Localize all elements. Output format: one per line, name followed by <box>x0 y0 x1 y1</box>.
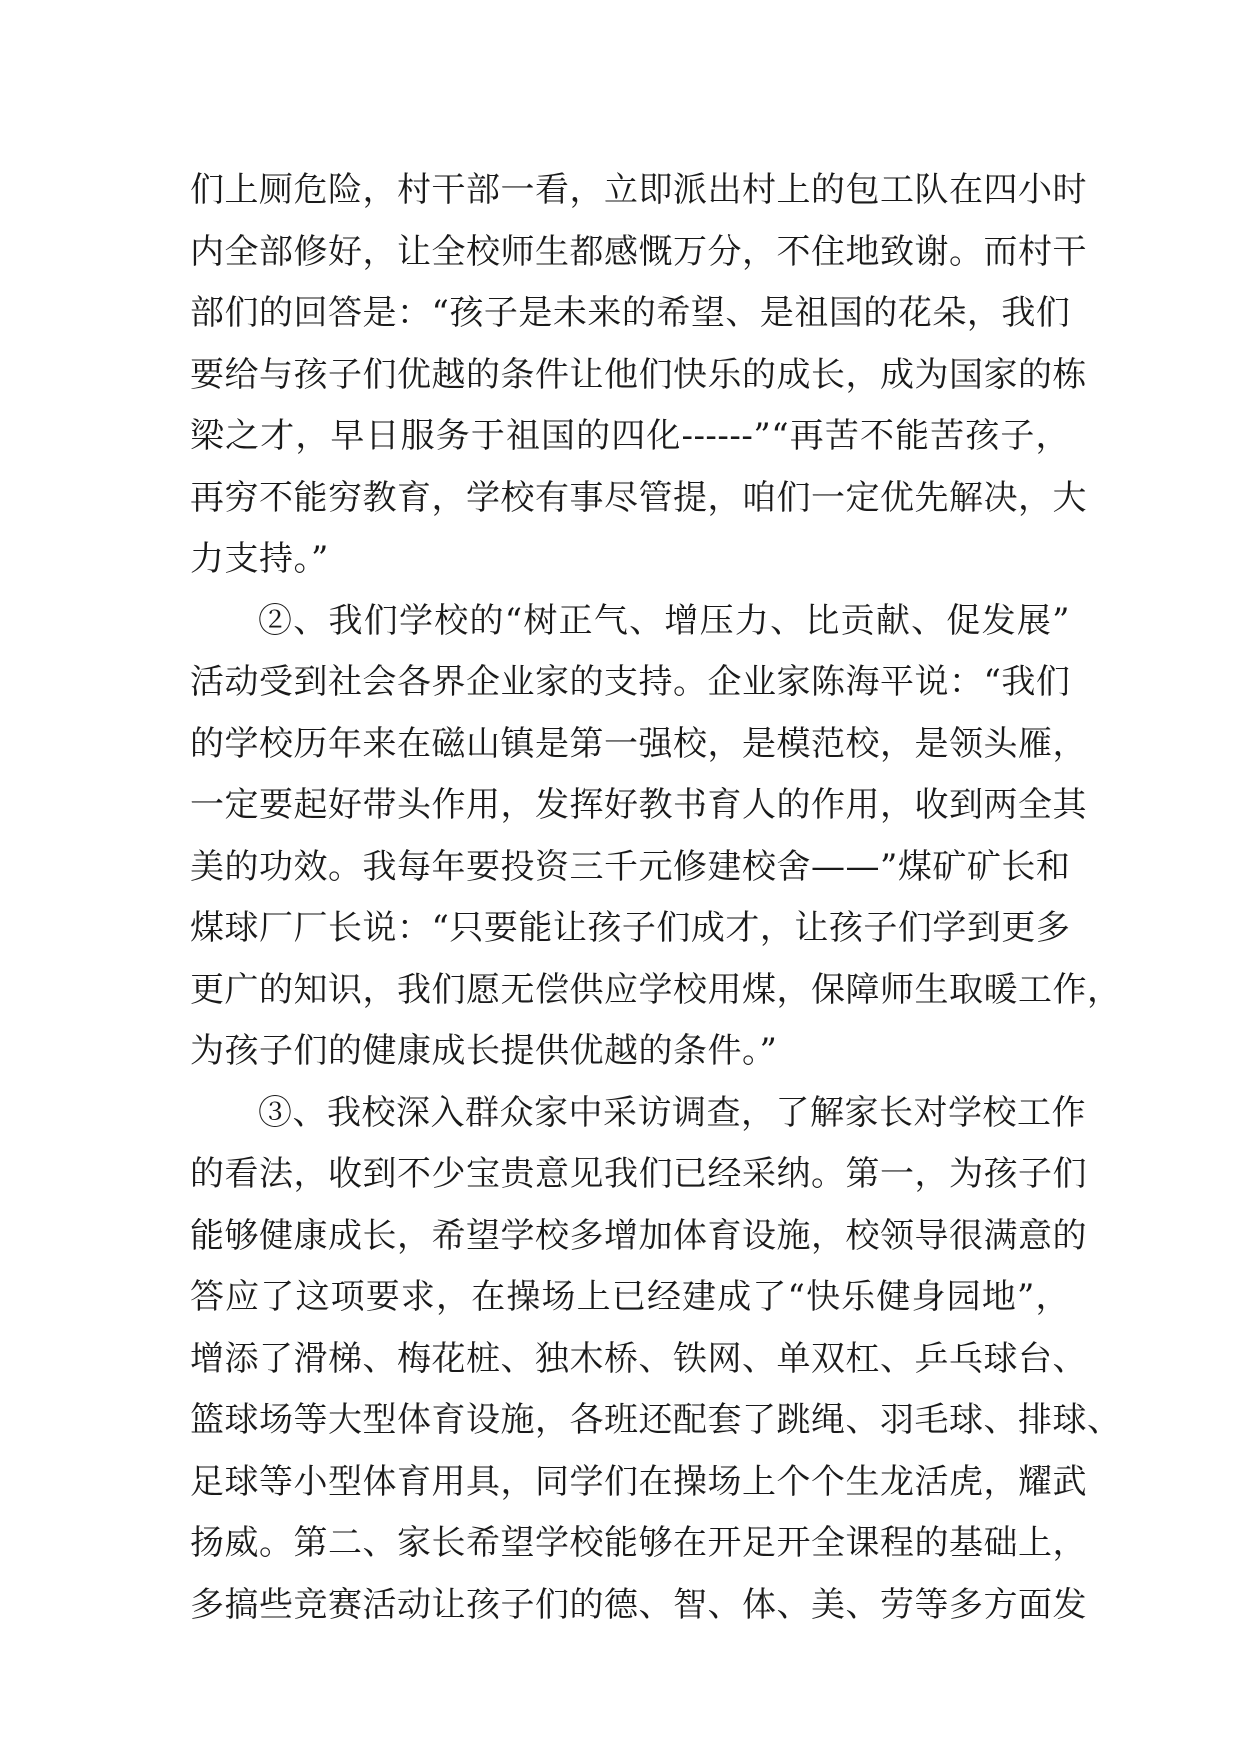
text-line: 篮球场等大型体育设施，各班还配套了跳绳、羽毛球、排球、 <box>190 1400 1122 1440</box>
body-text <box>190 160 1122 1636</box>
text-line: 答应了这项要求，在操场上已经建成了“快乐健身园地”， <box>190 1277 1070 1317</box>
text-line: 力支持。” <box>190 539 329 579</box>
text-line: 更广的知识，我们愿无偿供应学校用煤，保障师生取暖工作， <box>190 969 1122 1010</box>
text-line: 美的功效。我每年要投资三千元修建校舍——”煤矿矿长和 <box>190 846 1071 887</box>
text-line: 内全部修好，让全校师生都感慨万分，不住地致谢。而村干 <box>190 231 1087 272</box>
text-line: 为孩子们的健康成长提供优越的条件。” <box>190 1031 778 1071</box>
text-line: 活动受到社会各界企业家的支持。企业家陈海平说：“我们 <box>190 662 1071 702</box>
text-line: 多搞些竞赛活动让孩子们的德、智、体、美、劳等多方面发 <box>190 1584 1087 1625</box>
text-line: 煤球厂厂长说：“只要能让孩子们成才，让孩子们学到更多 <box>190 908 1071 948</box>
text-line: 们上厕危险，村干部一看，立即派出村上的包工队在四小时 <box>190 170 1087 210</box>
paragraph-1 <box>190 160 1087 591</box>
text-line: 的看法，收到不少宝贵意见我们已经采纳。第一，为孩子们 <box>190 1154 1087 1194</box>
text-line: 再穷不能穷教育，学校有事尽管提，咱们一定优先解决，大 <box>190 477 1087 518</box>
text-line: ②、我们学校的“树正气、增压力、比贡献、促发展” <box>258 600 1070 641</box>
text-line: 的学校历年来在磁山镇是第一强校，是模范校，是领头雁， <box>190 723 1087 764</box>
paragraph-2 <box>190 591 1122 1083</box>
paragraph-3 <box>190 1083 1122 1637</box>
text-line: 要给与孩子们优越的条件让他们快乐的成长，成为国家的栋 <box>190 354 1087 395</box>
text-line: 能够健康成长，希望学校多增加体育设施，校领导很满意的 <box>190 1215 1087 1256</box>
text-line: 梁之才，早日服务于祖国的四化------”“再苦不能苦孩子， <box>190 416 1070 456</box>
text-line: 增添了滑梯、梅花桩、独木桥、铁网、单双杠、乒乓球台、 <box>190 1338 1087 1379</box>
text-line: 扬威。第二、家长希望学校能够在开足开全课程的基础上， <box>190 1523 1087 1563</box>
text-line: ③、我校深入群众家中采访调查，了解家长对学校工作 <box>258 1092 1086 1133</box>
text-line: 一定要起好带头作用，发挥好教书育人的作用，收到两全其 <box>190 785 1087 825</box>
text-line: 部们的回答是：“孩子是未来的希望、是祖国的花朵，我们 <box>190 293 1071 333</box>
text-line: 足球等小型体育用具，同学们在操场上个个生龙活虎，耀武 <box>190 1461 1087 1502</box>
